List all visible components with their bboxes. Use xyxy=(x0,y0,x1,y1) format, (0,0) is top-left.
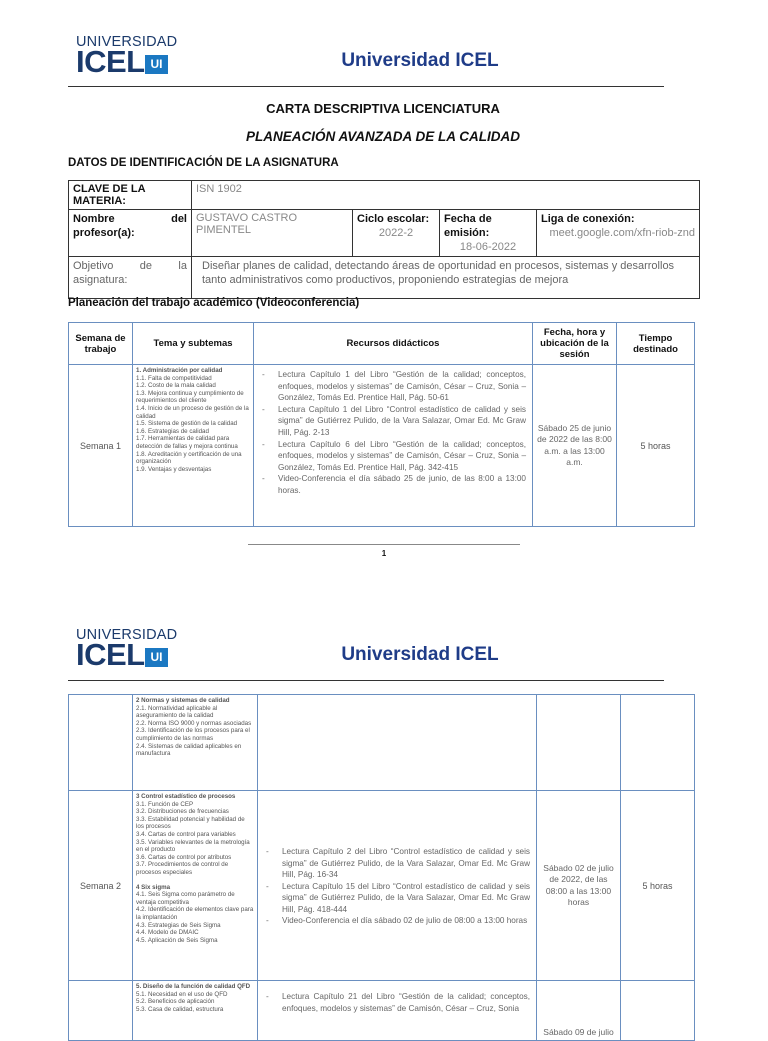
week2-resources xyxy=(258,791,537,981)
document-title: CARTA DESCRIPTIVA LICENCIATURA xyxy=(266,101,500,116)
week2-subtopic: 3.6. Cartas de control por atributos xyxy=(136,853,232,861)
header-tema: Tema y subtemas xyxy=(133,323,254,365)
ciclo-cell xyxy=(353,210,440,257)
week1-subtopic: 1.4. Inicio de un proceso de gestión de la calidad xyxy=(136,404,249,420)
page-2 xyxy=(0,590,768,1037)
liga-cell xyxy=(537,210,700,257)
week2a-subtopic: 2.4. Sistemas de calidad aplicables en manufactura xyxy=(136,742,242,758)
week2-subtopic: 3.7. Procedimientos de control de procesos especiales xyxy=(136,861,229,876)
document-subtitle: PLANEACIÓN AVANZADA DE LA CALIDAD xyxy=(246,129,520,144)
week2-subtopic: 4.4. Modelo de DMAIC xyxy=(136,929,199,937)
week3-label xyxy=(69,981,133,1041)
week1-subtopic: 1.3. Mejora continua y cumplimiento de requerimientos del cliente xyxy=(136,389,244,405)
week3-subtopic: 5.2. Beneficios de aplicación xyxy=(136,998,215,1006)
logo-top-text: UNIVERSIDAD xyxy=(76,34,178,50)
week2a-date xyxy=(537,695,621,791)
week2-time: 5 horas xyxy=(621,791,695,981)
week3-topics xyxy=(133,981,258,1041)
week2-topic-title-2: 4 Six sigma xyxy=(136,883,171,891)
week3-subtopic: 5.3. Casa de calidad, estructura xyxy=(136,1005,224,1013)
week1-subtopic: 1.6. Estrategias de calidad xyxy=(136,427,209,435)
clave-label: CLAVE DE LA MATERIA: xyxy=(69,181,192,210)
logo-top-text: UNIVERSIDAD xyxy=(76,627,178,643)
logo-main-text: ICEL xyxy=(76,637,145,672)
liga-label: Liga de conexión: xyxy=(541,213,635,225)
objetivo-label-d: asignatura: xyxy=(73,274,128,286)
week2-subtopic: 3.4. Cartas de control para variables xyxy=(136,830,236,838)
week2a-subtopic: 2.3. Identificación de los procesos para el cumplimiento de las normas xyxy=(136,727,250,742)
week2-date: Sábado 02 de julio de 2022, de las 08:00 a las 13:00 horas xyxy=(537,791,621,981)
page-number: 1 xyxy=(381,549,387,558)
section-identification-title: DATOS DE IDENTIFICACIÓN DE LA ASIGNATURA xyxy=(68,157,339,169)
week1-subtopic: 1.5. Sistema de gestión de la calidad xyxy=(136,420,238,428)
profesor-label-b: del xyxy=(171,213,187,225)
week1-date: Sábado 25 de junio de 2022 de las 8:00 a.m. a las 13:00 a.m. xyxy=(533,365,617,527)
week2a-topics xyxy=(133,695,258,791)
week1-resource-item: - Lectura Capítulo 1 del Libro “Gestión de la calidad; conceptos, enfoques, modelos y sistemas” de Camisón, César – Cruz, Sonia – González, Tomás Ed. Prentice Hall, Pág. 50-61 xyxy=(260,369,526,404)
week2-subtopic: 3.5. Variables relevantes de la metrología en el producto xyxy=(136,838,250,854)
week3-topic-title: 5. Diseño de la función de calidad QFD xyxy=(136,983,251,990)
week2-resource-item: - Video-Conferencia el día sábado 02 de julio de 08:00 a 13:00 horas xyxy=(264,915,530,927)
header-divider xyxy=(68,680,664,681)
week1-subtopic: 1.2. Costo de la mala calidad xyxy=(136,382,216,390)
week1-subtopic: 1.1. Falta de competitividad xyxy=(136,374,212,382)
profesor-label-c: profesor(a): xyxy=(73,227,135,239)
week2-label: Semana 2 xyxy=(69,791,133,981)
week2a-subtopic: 2.1. Normatividad aplicable al aseguramiento de la calidad xyxy=(136,704,218,720)
university-title: Universidad ICEL xyxy=(341,644,499,665)
objetivo-value: Diseñar planes de calidad, detectando áreas de oportunidad en procesos, sistemas y desarrollos tanto administrativos como productivos, proponiendo estrategias de mejora xyxy=(192,257,700,299)
header-semana: Semana de trabajo xyxy=(69,323,133,365)
university-title: Universidad ICEL xyxy=(341,50,499,71)
week3-resources xyxy=(258,981,537,1041)
week1-resource-item: - Video-Conferencia el día sábado 25 de junio, de las 8:00 a 13:00 horas. xyxy=(260,473,526,496)
week1-subtopic: 1.7. Herramientas de calidad para detección de fallas y mejora continua xyxy=(136,435,238,450)
header-fecha: Fecha, hora y ubicación de la sesión xyxy=(533,323,617,365)
week2a-time xyxy=(621,695,695,791)
plan-table-page2 xyxy=(68,694,695,1041)
icel-logo xyxy=(76,627,176,671)
header-divider xyxy=(68,86,664,87)
week2-resource-item: - Lectura Capítulo 2 del Libro “Control estadístico de calidad y seis sigma” de Gutiérrez Pulido, de la Vara Salazar, Omar Ed. Mc Graw Hill, Pág. 16-34 xyxy=(264,846,530,881)
ciclo-label: Ciclo escolar: xyxy=(357,213,430,225)
profesor-label-a: Nombre xyxy=(73,213,115,225)
week2a-topic-title: 2 Normas y sistemas de calidad xyxy=(136,697,230,704)
week1-resource-item: - Lectura Capítulo 6 del Libro “Gestión de la calidad; conceptos, enfoques, modelos y sistemas” de Camisón, César – Cruz, Sonia – González, Tomás Ed. Prentice Hall, Pág. 342-415 xyxy=(260,439,526,474)
identification-table xyxy=(68,180,700,299)
week3-date: Sábado 09 de julio xyxy=(537,981,621,1041)
week2-subtopic: 3.1. Función de CEP xyxy=(136,800,194,808)
profesor-label xyxy=(69,210,192,257)
week2-subtopic: 4.5. Aplicación de Seis Sigma xyxy=(136,936,218,944)
week1-resource-item: - Lectura Capítulo 1 del Libro “Control estadístico de calidad y seis sigma” de Gutiérrez Pulido, de la Vara Salazar, Omar Ed. Mc Graw Hill, Pág. 2-13 xyxy=(260,404,526,439)
objetivo-label-b: de xyxy=(139,260,153,272)
icel-logo xyxy=(76,34,176,78)
week3-resource-item: - Lectura Capítulo 21 del Libro “Gestión de la calidad; conceptos, enfoques, modelos y sistemas” de Camisón, César – Cruz, Sonia xyxy=(264,991,530,1014)
emision-label: Fecha de emisión: xyxy=(444,213,492,239)
objetivo-label-a: Objetivo xyxy=(73,260,114,272)
objetivo-label-c: la xyxy=(178,260,187,272)
week2a-subtopic: 2.2. Norma ISO 9000 y normas asociadas xyxy=(136,719,252,727)
week1-label: Semana 1 xyxy=(69,365,133,527)
header-tiempo: Tiempo destinado xyxy=(617,323,695,365)
logo-main-text: ICEL xyxy=(76,44,145,79)
week3-subtopic: 5.1. Necesidad en el uso de QFD xyxy=(136,990,228,998)
profesor-value: GUSTAVO CASTRO PIMENTEL xyxy=(192,210,353,257)
ciclo-value: 2022-2 xyxy=(378,227,414,239)
week2-subtopic: 3.2. Distribuciones de frecuencias xyxy=(136,808,229,816)
plan-table-page1 xyxy=(68,322,695,527)
header-recursos: Recursos didácticos xyxy=(254,323,533,365)
week2a-resources xyxy=(258,695,537,791)
logo-badge: UI xyxy=(145,648,168,667)
emision-cell xyxy=(440,210,537,257)
week2-topics xyxy=(133,791,258,981)
week2-topic-title: 3 Control estadístico de procesos xyxy=(136,793,236,800)
week1-topic-title: 1. Administración por calidad xyxy=(136,367,223,374)
week2-resource-item: - Lectura Capítulo 15 del Libro “Control estadístico de calidad y seis sigma” de Gutiérrez Pulido, de la Vara Salazar, Omar Ed. Mc Graw Hill, Pág. 418-444 xyxy=(264,881,530,916)
week3-time xyxy=(621,981,695,1041)
week2-subtopic: 4.3. Estrategias de Seis Sigma xyxy=(136,921,221,929)
week2a-label xyxy=(69,695,133,791)
section-plan-title: Planeación del trabajo académico (Videoconferencia) xyxy=(68,297,360,309)
week2-subtopic: 4.1. Seis Sigma como parámetro de ventaja competitiva xyxy=(136,891,235,906)
logo-badge: UI xyxy=(145,55,168,74)
liga-value[interactable]: meet.google.com/xfn-riob-znd xyxy=(549,227,695,239)
week1-resources xyxy=(254,365,533,527)
week2-subtopic: 4.2. Identificación de elementos clave para la implantación xyxy=(136,906,254,921)
week1-time: 5 horas xyxy=(617,365,695,527)
week2-subtopic: 3.3. Estabilidad potencial y habilidad de los procesos xyxy=(136,815,245,831)
footer-line xyxy=(248,544,520,545)
clave-value: ISN 1902 xyxy=(192,181,700,210)
emision-value: 18-06-2022 xyxy=(459,241,517,253)
week1-subtopic: 1.9. Ventajas y desventajas xyxy=(136,465,212,473)
objetivo-label xyxy=(69,257,192,299)
week1-topics xyxy=(133,365,254,527)
week1-subtopic: 1.8. Acreditación y certificación de una organización xyxy=(136,450,242,466)
